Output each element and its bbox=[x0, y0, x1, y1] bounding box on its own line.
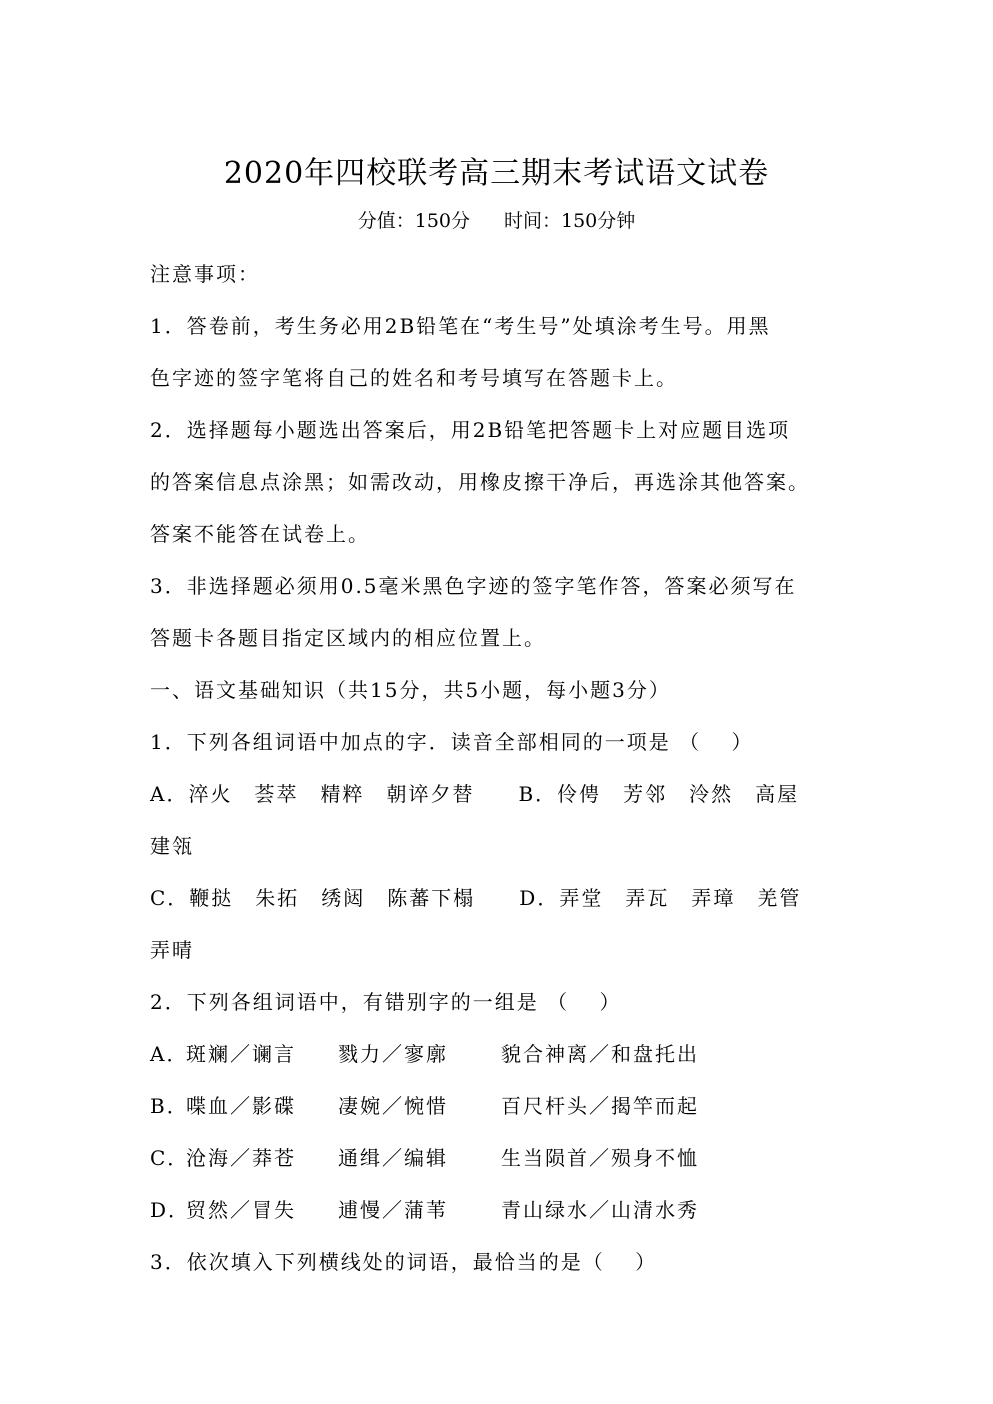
option-col-2: 通缉／编辑 bbox=[338, 1146, 448, 1170]
option-col-1: 喋血／影碟 bbox=[186, 1094, 296, 1118]
notice-3-line-2: 答题卡各题目指定区域内的相应位置上。 bbox=[150, 626, 546, 650]
question-3-stem: 3．依次填入下列横线处的词语，最恰当的是（ ） bbox=[150, 1250, 658, 1274]
exam-meta bbox=[0, 206, 993, 236]
notice-heading: 注意事项： bbox=[150, 262, 260, 286]
notice-2-line-3: 答案不能答在试卷上。 bbox=[150, 522, 370, 546]
notice-2-line-2: 的答案信息点涂黑；如需改动，用橡皮擦干净后，再选涂其他答案。 bbox=[150, 470, 810, 494]
section-1-heading: 一、语文基础知识（共15分，共5小题，每小题3分） bbox=[150, 678, 671, 702]
question-1-options-ab-cont: 建瓴 bbox=[150, 834, 194, 858]
option-col-3: 百尺杆头／揭竿而起 bbox=[501, 1094, 699, 1118]
option-col-1: 沧海／莽苍 bbox=[186, 1146, 296, 1170]
question-2-stem: 2．下列各组词语中，有错别字的一组是 （ ） bbox=[150, 990, 622, 1014]
option-col-3: 貌合神离／和盘托出 bbox=[501, 1042, 699, 1066]
question-1-stem: 1．下列各组词语中加点的字．读音全部相同的一项是 （ ） bbox=[150, 730, 754, 754]
notice-1-line-2: 色字迹的签字笔将自己的姓名和考号填写在答题卡上。 bbox=[150, 366, 678, 390]
option-col-2: 戮力／寥廓 bbox=[338, 1042, 448, 1066]
notice-1-line-1: 1．答卷前，考生务必用2B铅笔在“考生号”处填涂考生号。用黑 bbox=[150, 314, 771, 338]
option-label: A． bbox=[150, 1042, 189, 1066]
score-label: 分值：150分 bbox=[357, 210, 470, 232]
option-col-1: 斑斓／谰言 bbox=[186, 1042, 296, 1066]
option-label: D． bbox=[150, 1198, 191, 1222]
option-label: C． bbox=[150, 1146, 190, 1170]
question-1-options-ab: A．淬火 荟萃 精粹 朝谇夕替 B．伶俜 芳邻 泠然 高屋 bbox=[150, 782, 800, 806]
notice-2-line-1: 2．选择题每小题选出答案后，用2B铅笔把答题卡上对应题目选项 bbox=[150, 418, 791, 442]
page-title: 2020年四校联考高三期末考试语文试卷 bbox=[223, 156, 770, 191]
question-2-option-b bbox=[150, 1091, 699, 1121]
time-label: 时间：150分钟 bbox=[504, 210, 636, 232]
notice-3-line-1: 3．非选择题必须用0.5毫米黑色字迹的签字笔作答，答案必须写在 bbox=[150, 574, 797, 598]
question-1-options-cd: C．鞭挞 朱拓 绣闼 陈蕃下榻 D．弄堂 弄瓦 弄璋 羌管 bbox=[150, 886, 802, 910]
option-col-3: 青山绿水／山清水秀 bbox=[501, 1198, 699, 1222]
option-col-3: 生当陨首／殒身不恤 bbox=[501, 1146, 699, 1170]
option-col-2: 逋慢／蒲苇 bbox=[338, 1198, 448, 1222]
question-2-option-a bbox=[150, 1039, 699, 1069]
question-1-options-cd-cont: 弄晴 bbox=[150, 938, 194, 962]
option-col-2: 凄婉／惋惜 bbox=[338, 1094, 448, 1118]
question-2-option-c bbox=[150, 1143, 699, 1173]
option-label: B． bbox=[150, 1094, 189, 1118]
question-2-option-d bbox=[150, 1195, 699, 1225]
option-col-1: 贸然／冒失 bbox=[186, 1198, 296, 1222]
